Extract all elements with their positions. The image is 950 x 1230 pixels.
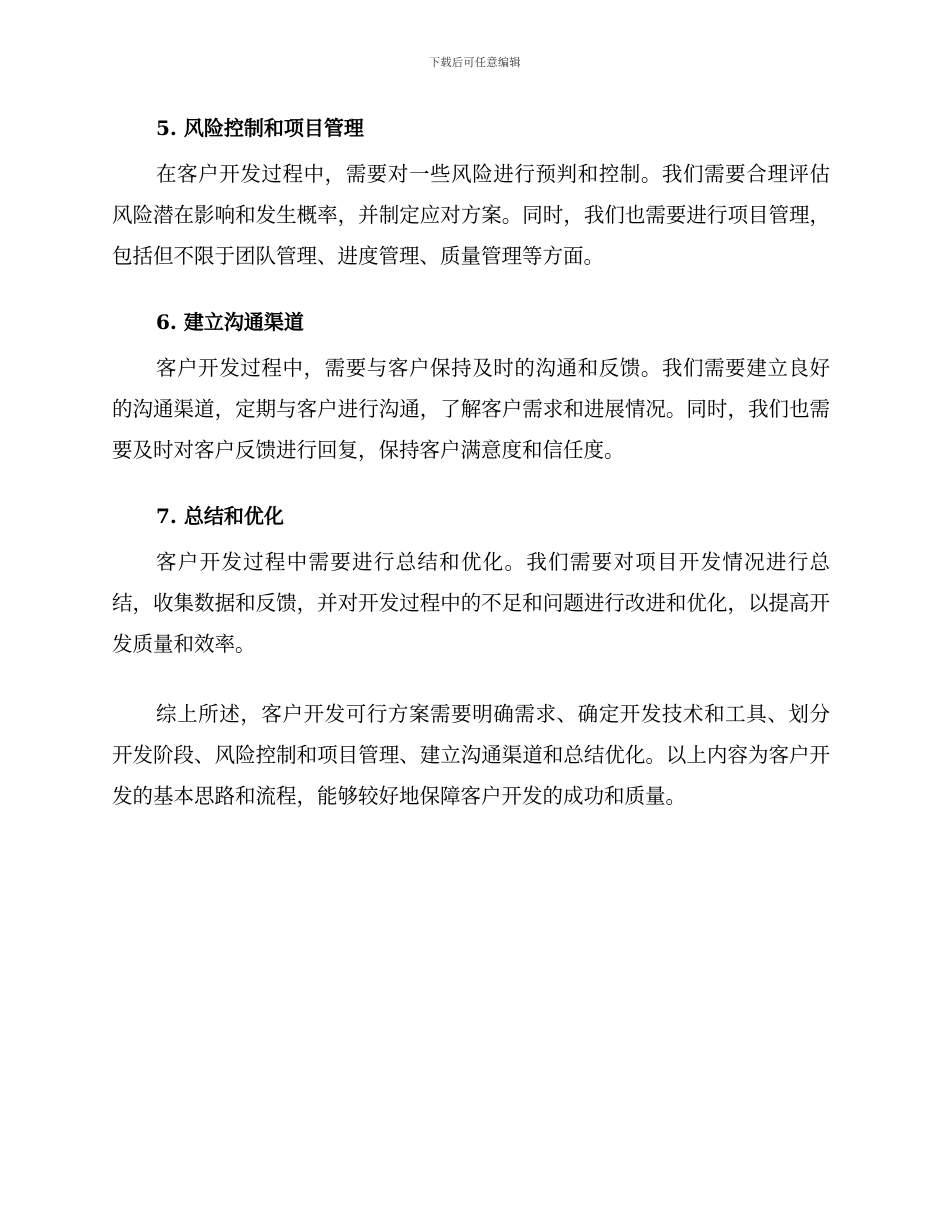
conclusion-block: [112, 694, 830, 817]
section-paragraph: 在客户开发过程中，需要对一些风险进行预判和控制。我们需要合理评估风险潜在影响和发生概率，并制定应对方案。同时，我们也需要进行项目管理，包括但不限于团队管理、进度管理、质量管理等方面。: [112, 162, 830, 268]
section-heading: 6. 建立沟通渠道: [156, 310, 304, 334]
section-paragraph: 客户开发过程中需要进行总结和优化。我们需要对项目开发情况进行总结，收集数据和反馈，并对开发过程中的不足和问题进行改进和优化，以提高开发质量和效率。: [112, 550, 830, 656]
section-heading: 5. 风险控制和项目管理: [156, 116, 364, 140]
section-heading: 7. 总结和优化: [156, 504, 284, 528]
page-header-note: 下载后可任意编辑: [429, 56, 521, 69]
section-communication: [112, 306, 830, 471]
section-risk-control: [112, 112, 830, 277]
section-summary-optimization: [112, 500, 830, 665]
section-paragraph: 客户开发过程中，需要与客户保持及时的沟通和反馈。我们需要建立良好的沟通渠道，定期与客户进行沟通，了解客户需求和进展情况。同时，我们也需要及时对客户反馈进行回复，保持客户满意度和信任度。: [112, 356, 830, 462]
conclusion-paragraph: 综上所述，客户开发可行方案需要明确需求、确定开发技术和工具、划分开发阶段、风险控制和项目管理、建立沟通渠道和总结优化。以上内容为客户开发的基本思路和流程，能够较好地保障客户开发的成功和质量。: [112, 702, 830, 808]
